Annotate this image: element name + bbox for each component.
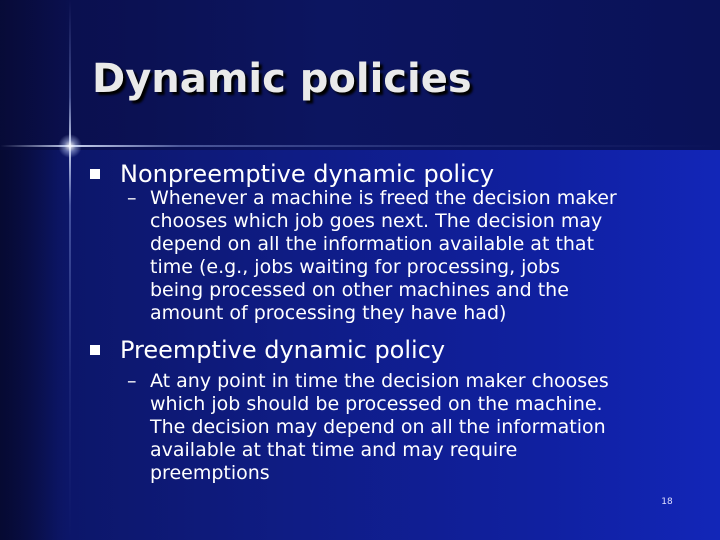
sub-bullet-line: depend on all the information available at that	[150, 233, 595, 255]
sub-bullet-line: which job should be processed on the machine.	[150, 393, 603, 415]
dash-icon: –	[127, 370, 137, 392]
sub-bullet-text	[150, 370, 690, 485]
vertical-light-streak	[69, 0, 71, 540]
left-shade	[0, 0, 70, 540]
lens-flare	[58, 134, 82, 158]
horizontal-light-streak	[0, 145, 720, 147]
sub-bullet-line: The decision may depend on all the information	[150, 416, 606, 438]
slide-title: Dynamic policies	[92, 56, 472, 102]
page-number: 18	[661, 497, 673, 507]
sub-bullet-line: being processed on other machines and the	[150, 279, 569, 301]
sub-bullet-line: preemptions	[150, 462, 270, 484]
sub-bullet-line: amount of processing they have had)	[150, 302, 507, 324]
sub-bullet-line: Whenever a machine is freed the decision maker	[150, 187, 617, 209]
sub-bullet-line: time (e.g., jobs waiting for processing, jobs	[150, 256, 561, 278]
bullet-text: Preemptive dynamic policy	[120, 336, 446, 364]
bullet-text: Nonpreemptive dynamic policy	[120, 160, 495, 188]
sub-bullet-line: available at that time and may require	[150, 439, 518, 461]
sub-bullet-line: chooses which job goes next. The decision may	[150, 210, 603, 232]
sub-bullet-text	[150, 187, 690, 325]
sub-bullet-line: At any point in time the decision maker chooses	[150, 370, 609, 392]
square-bullet-icon	[90, 345, 100, 355]
square-bullet-icon	[90, 169, 100, 179]
dash-icon: –	[127, 187, 137, 209]
